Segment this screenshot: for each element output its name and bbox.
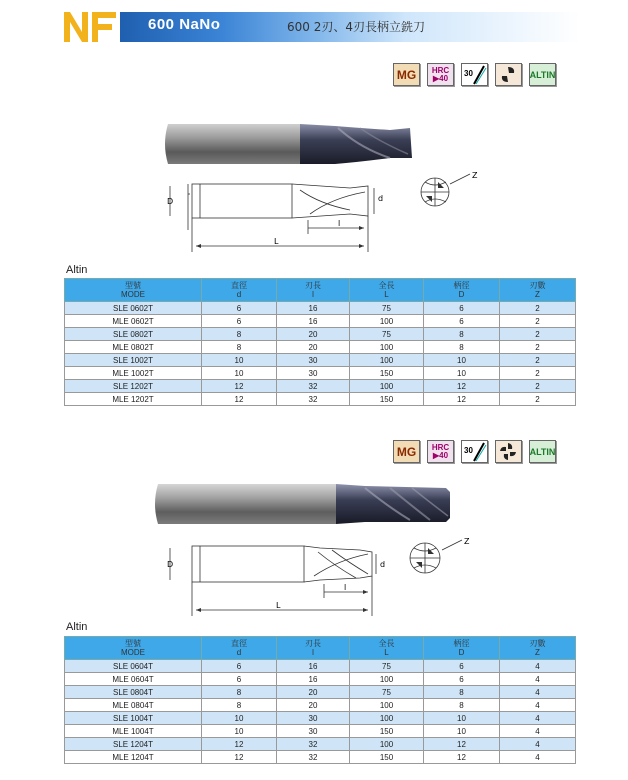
table-cell: SLE 0802T [65,328,202,341]
column-header [65,637,202,660]
mg-badge: MG [393,63,420,86]
hrc-value: ▶40 [432,450,449,460]
table-row [65,686,576,699]
altin-badge: ALTIN [529,63,556,86]
column-header [424,637,500,660]
table-cell: 6 [202,315,277,328]
column-header-en: d [236,290,242,299]
column-header-cn: 全長 [378,639,395,648]
column-header-cn: 刃數 [529,281,546,290]
table-cell: 16 [277,302,350,315]
end-view-2 [410,540,462,573]
table-cell: 2 [500,393,576,406]
table-cell: MLE 1002T [65,367,202,380]
column-header-cn: 刃數 [529,639,546,648]
helix-angle-value: 30 [464,446,473,455]
table-cell: 150 [350,393,424,406]
table-cell: 20 [277,328,350,341]
table-row [65,660,576,673]
table-cell: 10 [424,354,500,367]
column-header-cn: 柄徑 [453,281,470,290]
table-cell: MLE 1004T [65,725,202,738]
end-view-1 [421,174,470,206]
column-header [65,279,202,302]
dim-label-Z: Z [472,171,478,180]
table-cell: 6 [202,673,277,686]
table-cell: 75 [350,328,424,341]
column-header [277,279,350,302]
column-header-en: D [458,290,465,299]
table-cell: 2 [500,354,576,367]
table-cell: 8 [424,699,500,712]
hrc-badge [427,63,454,86]
feature-badges-1 [393,63,556,86]
table-cell: 6 [424,673,500,686]
table-cell: 30 [277,725,350,738]
dim-label-L: L [276,601,281,610]
table-cell: 4 [500,660,576,673]
column-header [277,637,350,660]
column-header-cn: 柄徑 [453,639,470,648]
table-cell: 4 [500,673,576,686]
table-row [65,725,576,738]
column-header [202,637,277,660]
column-header [350,637,424,660]
table-row [65,393,576,406]
table-header-row [65,637,576,660]
table-cell: 100 [350,354,424,367]
four-flute-endmill-image [150,478,460,530]
table-cell: 100 [350,341,424,354]
table-cell: 6 [424,302,500,315]
column-header [424,279,500,302]
table-cell: 20 [277,341,350,354]
coating-label-2: Altin [66,621,88,633]
table-cell: MLE 1202T [65,393,202,406]
helix-angle-icon [462,441,487,462]
table-cell: 4 [500,686,576,699]
two-flute-endmill-image [160,118,420,170]
column-header-en: D [458,648,465,657]
table-cell: 10 [424,712,500,725]
table-cell: 100 [350,315,424,328]
table-cell: 2 [500,341,576,354]
column-header-en: l [312,648,314,657]
table-cell: 100 [350,712,424,725]
column-header [500,279,576,302]
table-cell: 6 [424,660,500,673]
table-cell: 12 [202,738,277,751]
table-row [65,751,576,764]
hrc-value: ▶40 [432,73,449,83]
hrc-label: HRC [431,65,450,75]
table-cell: SLE 0604T [65,660,202,673]
helix-angle-badge [461,63,488,86]
table-cell: 10 [424,367,500,380]
dim-label-D: D [167,197,174,206]
dim-label-l: l [338,219,341,228]
table-cell: MLE 0804T [65,699,202,712]
table-cell: 4 [500,712,576,725]
table-cell: 12 [202,380,277,393]
table-cell: 10 [202,712,277,725]
table-cell: 32 [277,380,350,393]
table-cell: 12 [202,751,277,764]
table-cell: 8 [202,699,277,712]
table-cell: 6 [202,302,277,315]
table-cell: 30 [277,354,350,367]
table-cell: 75 [350,686,424,699]
dimension-drawing-2 [160,534,520,616]
table-cell: 12 [424,393,500,406]
table-cell: 32 [277,751,350,764]
table-row [65,302,576,315]
spec-table-four-flute [64,636,576,764]
table-cell: MLE 0802T [65,341,202,354]
two-flute-icon [495,63,522,86]
column-header-cn: 型號 [125,281,141,290]
table-cell: 2 [500,315,576,328]
dim-label-d: d [380,560,386,569]
table-cell: 20 [277,686,350,699]
table-cell: 6 [202,660,277,673]
table-row [65,673,576,686]
table-row [65,315,576,328]
table-cell: 4 [500,725,576,738]
table-cell: 30 [277,367,350,380]
coating-label-1: Altin [66,264,88,276]
table-cell: 32 [277,738,350,751]
dim-label-l: l [344,583,347,592]
column-header-en: Z [535,648,540,657]
table-cell: 100 [350,673,424,686]
table-cell: 100 [350,380,424,393]
table-row [65,712,576,725]
altin-badge: ALTIN [529,440,556,463]
table-cell: 10 [202,367,277,380]
table-cell: 2 [500,380,576,393]
table-cell: MLE 1204T [65,751,202,764]
table-row [65,328,576,341]
table-cell: 100 [350,699,424,712]
hrc-badge [427,440,454,463]
nf-logo-icon [62,8,118,44]
table-cell: 8 [202,341,277,354]
table-cell: 12 [424,751,500,764]
table-cell: 4 [500,699,576,712]
dimension-drawing-1 [160,170,520,252]
hrc-label: HRC [431,442,450,452]
column-header [202,279,277,302]
table-row [65,341,576,354]
helix-angle-icon [462,64,487,85]
table-cell: 10 [202,354,277,367]
table-cell: 16 [277,315,350,328]
column-header-en: MODE [121,290,145,299]
column-header-cn: 全長 [378,281,395,290]
column-header-en: d [236,648,242,657]
table-cell: 12 [202,393,277,406]
table-row [65,354,576,367]
table-cell: SLE 0602T [65,302,202,315]
dim-label-L: L [274,237,279,246]
table-cell: 2 [500,367,576,380]
product-model: 600 NaNo [148,16,221,33]
column-header-en: L [384,648,389,657]
table-cell: 150 [350,367,424,380]
column-header-en: L [384,290,389,299]
table-cell: 150 [350,751,424,764]
table-cell: SLE 0804T [65,686,202,699]
dim-label-d: d [378,194,384,203]
mg-badge: MG [393,440,420,463]
table-header-row [65,279,576,302]
table-cell: SLE 1202T [65,380,202,393]
table-row [65,699,576,712]
table-cell: 100 [350,738,424,751]
table-cell: 8 [424,341,500,354]
table-row [65,367,576,380]
table-cell: 8 [424,328,500,341]
dim-label-Z: Z [464,537,470,546]
table-cell: SLE 1204T [65,738,202,751]
table-cell: 4 [500,738,576,751]
product-description: 600 2刃、4刃長柄立銑刀 [287,20,425,34]
table-cell: 6 [424,315,500,328]
table-cell: MLE 0604T [65,673,202,686]
column-header-cn: 型號 [125,639,141,648]
table-cell: 2 [500,302,576,315]
column-header-en: Z [535,290,540,299]
table-cell: 75 [350,660,424,673]
table-cell: 4 [500,751,576,764]
table-cell: 12 [424,380,500,393]
column-header [350,279,424,302]
table-cell: 75 [350,302,424,315]
table-cell: SLE 1004T [65,712,202,725]
spec-table-two-flute [64,278,576,406]
table-cell: SLE 1002T [65,354,202,367]
table-row [65,380,576,393]
table-cell: 16 [277,673,350,686]
table-cell: 16 [277,660,350,673]
table-cell: 8 [202,686,277,699]
table-row [65,738,576,751]
feature-badges-2 [393,440,556,463]
column-header [500,637,576,660]
dim-label-D: D [167,560,174,569]
table-cell: 8 [424,686,500,699]
column-header-en: l [312,290,314,299]
table-cell: 10 [202,725,277,738]
table-cell: 8 [202,328,277,341]
table-cell: 12 [424,738,500,751]
table-cell: 10 [424,725,500,738]
table-cell: MLE 0602T [65,315,202,328]
column-header-cn: 刃長 [305,639,321,648]
table-cell: 32 [277,393,350,406]
table-cell: 20 [277,699,350,712]
column-header-en: MODE [121,648,145,657]
helix-angle-badge [461,440,488,463]
table-cell: 30 [277,712,350,725]
column-header-cn: 刃長 [305,281,321,290]
column-header-cn: 直徑 [231,639,247,648]
table-cell: 150 [350,725,424,738]
four-flute-icon [495,440,522,463]
helix-angle-value: 30 [464,69,473,78]
column-header-cn: 直徑 [231,281,247,290]
table-cell: 2 [500,328,576,341]
